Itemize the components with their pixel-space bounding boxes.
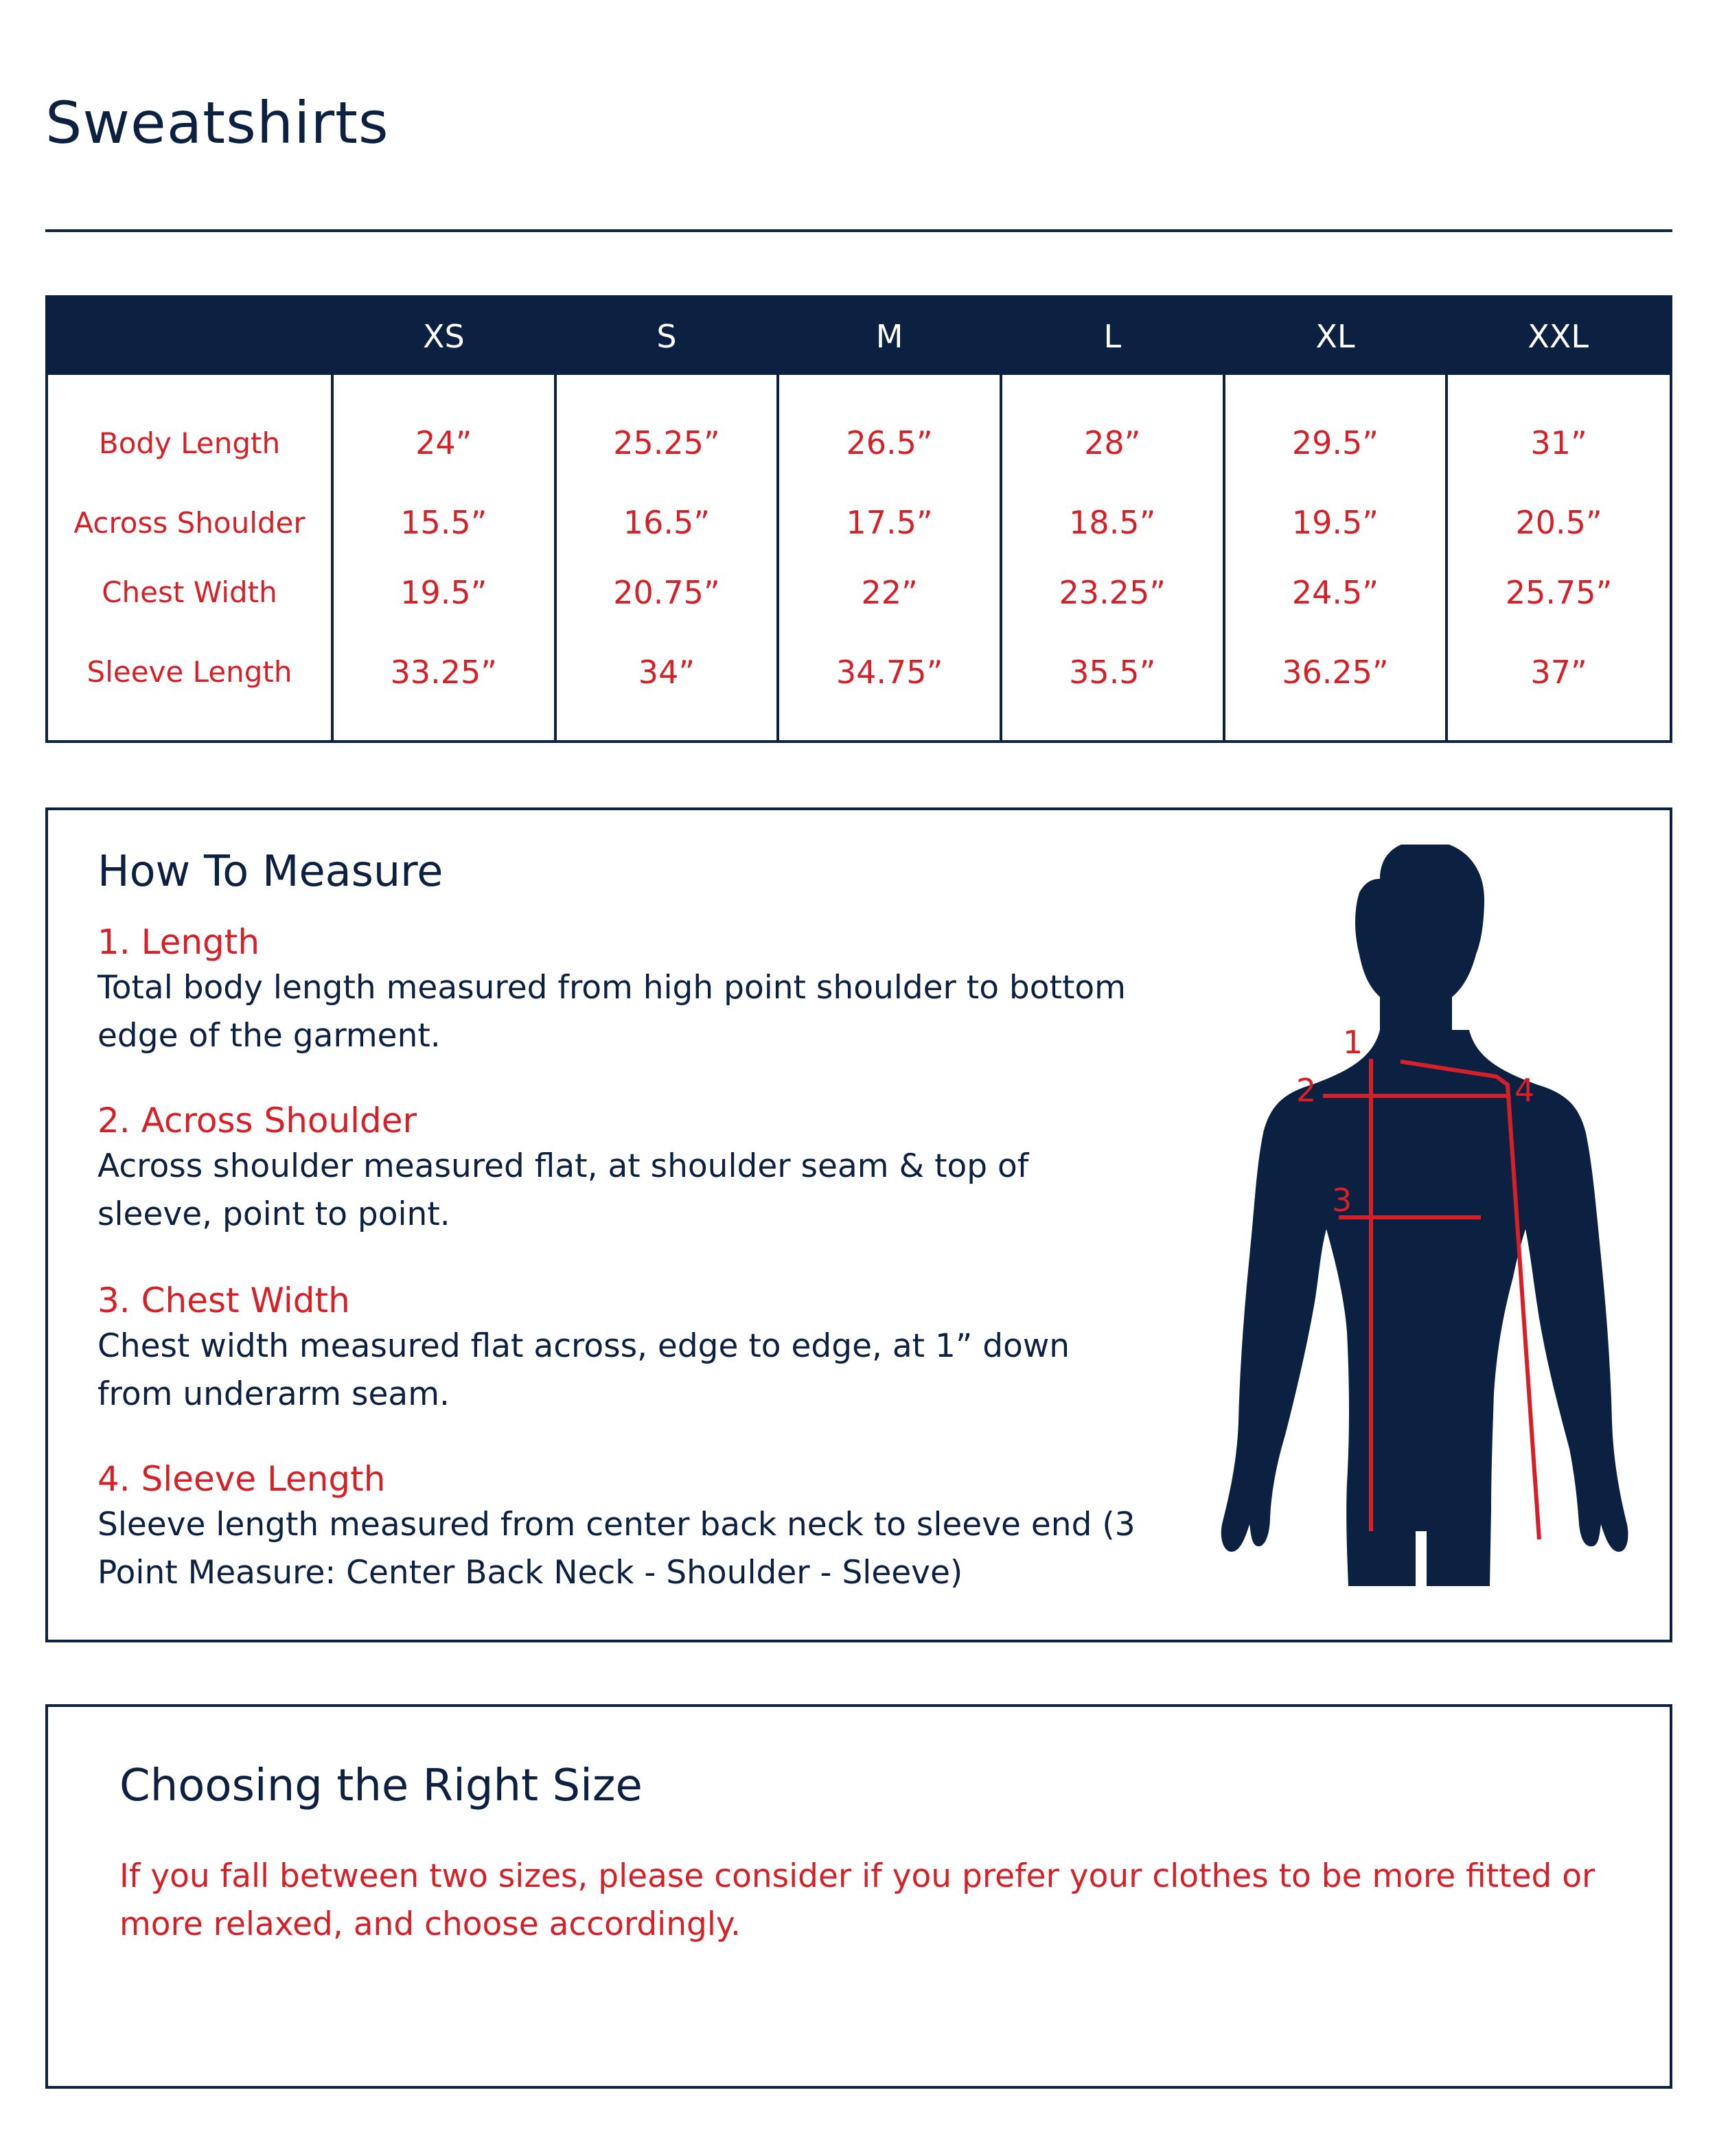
- measure-label-2: 2: [1296, 1072, 1317, 1109]
- size-header-xl: XL: [1315, 318, 1355, 355]
- table-cell: 26.5”: [778, 375, 1001, 488]
- step-description: Total body length measured from high point shoulder to bottom edge of the garment.: [97, 969, 1126, 1055]
- table-cell: 17.5”: [778, 488, 1001, 558]
- how-to-measure-panel: [45, 807, 1672, 1642]
- body-measurement-figure: [1174, 845, 1668, 1614]
- table-cell: 23.25”: [1001, 558, 1224, 627]
- table-cell: 24”: [332, 375, 555, 488]
- row-label-across-shoulder: Across Shoulder: [73, 505, 306, 540]
- table-cell: 35.5”: [1001, 627, 1224, 740]
- step-title: 3. Chest Width: [97, 1281, 350, 1320]
- choosing-size-panel: [45, 1704, 1672, 2089]
- step-title: 1. Length: [97, 922, 260, 962]
- step-description: Chest width measured flat across, edge to edge, at 1” down from underarm seam.: [97, 1327, 1070, 1413]
- table-cell: 34.75”: [778, 627, 1001, 740]
- table-cell: 24.5”: [1224, 558, 1447, 627]
- table-cell: 33.25”: [332, 627, 555, 740]
- row-label-sleeve-length: Sleeve Length: [87, 655, 292, 689]
- table-cell: 36.25”: [1224, 627, 1447, 740]
- step-title: 2. Across Shoulder: [97, 1101, 417, 1140]
- choosing-size-title: Choosing the Right Size: [119, 1761, 643, 1811]
- measure-step-across-shoulder: [97, 1099, 1141, 1239]
- row-label-chest-width: Chest Width: [102, 575, 277, 610]
- table-cell: 19.5”: [332, 558, 555, 627]
- row-label-body-length: Body Length: [98, 426, 281, 460]
- table-cell: 25.75”: [1447, 558, 1670, 627]
- measure-label-4: 4: [1514, 1072, 1535, 1109]
- table-cell: 29.5”: [1224, 375, 1447, 488]
- table-cell: 15.5”: [332, 488, 555, 558]
- table-row: [48, 558, 1670, 627]
- size-header-s: S: [656, 318, 677, 355]
- how-to-measure-title: How To Measure: [97, 846, 443, 896]
- measure-step-chest-width: [97, 1278, 1141, 1419]
- size-chart-table: [45, 295, 1672, 743]
- table-cell: 18.5”: [1001, 488, 1224, 558]
- table-row: [48, 375, 1670, 488]
- size-header-row: [48, 298, 1670, 375]
- size-header-xxl: XXL: [1528, 318, 1589, 355]
- measure-step-sleeve-length: [97, 1457, 1141, 1597]
- size-header-l: L: [1103, 318, 1122, 355]
- table-row: [48, 627, 1670, 740]
- table-cell: 19.5”: [1224, 488, 1447, 558]
- measure-label-3: 3: [1332, 1182, 1352, 1219]
- table-cell: 34”: [555, 627, 779, 740]
- header-empty-cell: [48, 298, 332, 375]
- table-row: [48, 488, 1670, 558]
- step-description: Sleeve length measured from center back neck to sleeve end (3 Point Measure: Center Back Neck - Shoulder - Sleeve): [97, 1506, 1136, 1592]
- size-header-xs: XS: [422, 318, 465, 355]
- table-cell: 20.75”: [555, 558, 779, 627]
- table-cell: 25.25”: [555, 375, 779, 488]
- table-cell: 28”: [1001, 375, 1224, 488]
- size-header-m: M: [875, 318, 903, 355]
- title-divider: [45, 229, 1672, 232]
- table-cell: 37”: [1447, 627, 1670, 740]
- table-cell: 20.5”: [1447, 488, 1670, 558]
- table-cell: 22”: [778, 558, 1001, 627]
- step-description: Across shoulder measured flat, at shoulder seam & top of sleeve, point to point.: [97, 1147, 1029, 1233]
- table-cell: 16.5”: [555, 488, 779, 558]
- choosing-size-text: If you fall between two sizes, please consider if you prefer your clothes to be more fitted or more relaxed, and choose accordingly.: [119, 1857, 1595, 1943]
- measure-label-1: 1: [1343, 1024, 1363, 1061]
- step-title: 4. Sleeve Length: [97, 1459, 386, 1499]
- table-cell: 31”: [1447, 375, 1670, 488]
- page-title: Sweatshirts: [45, 89, 389, 157]
- measure-step-length: [97, 920, 1141, 1060]
